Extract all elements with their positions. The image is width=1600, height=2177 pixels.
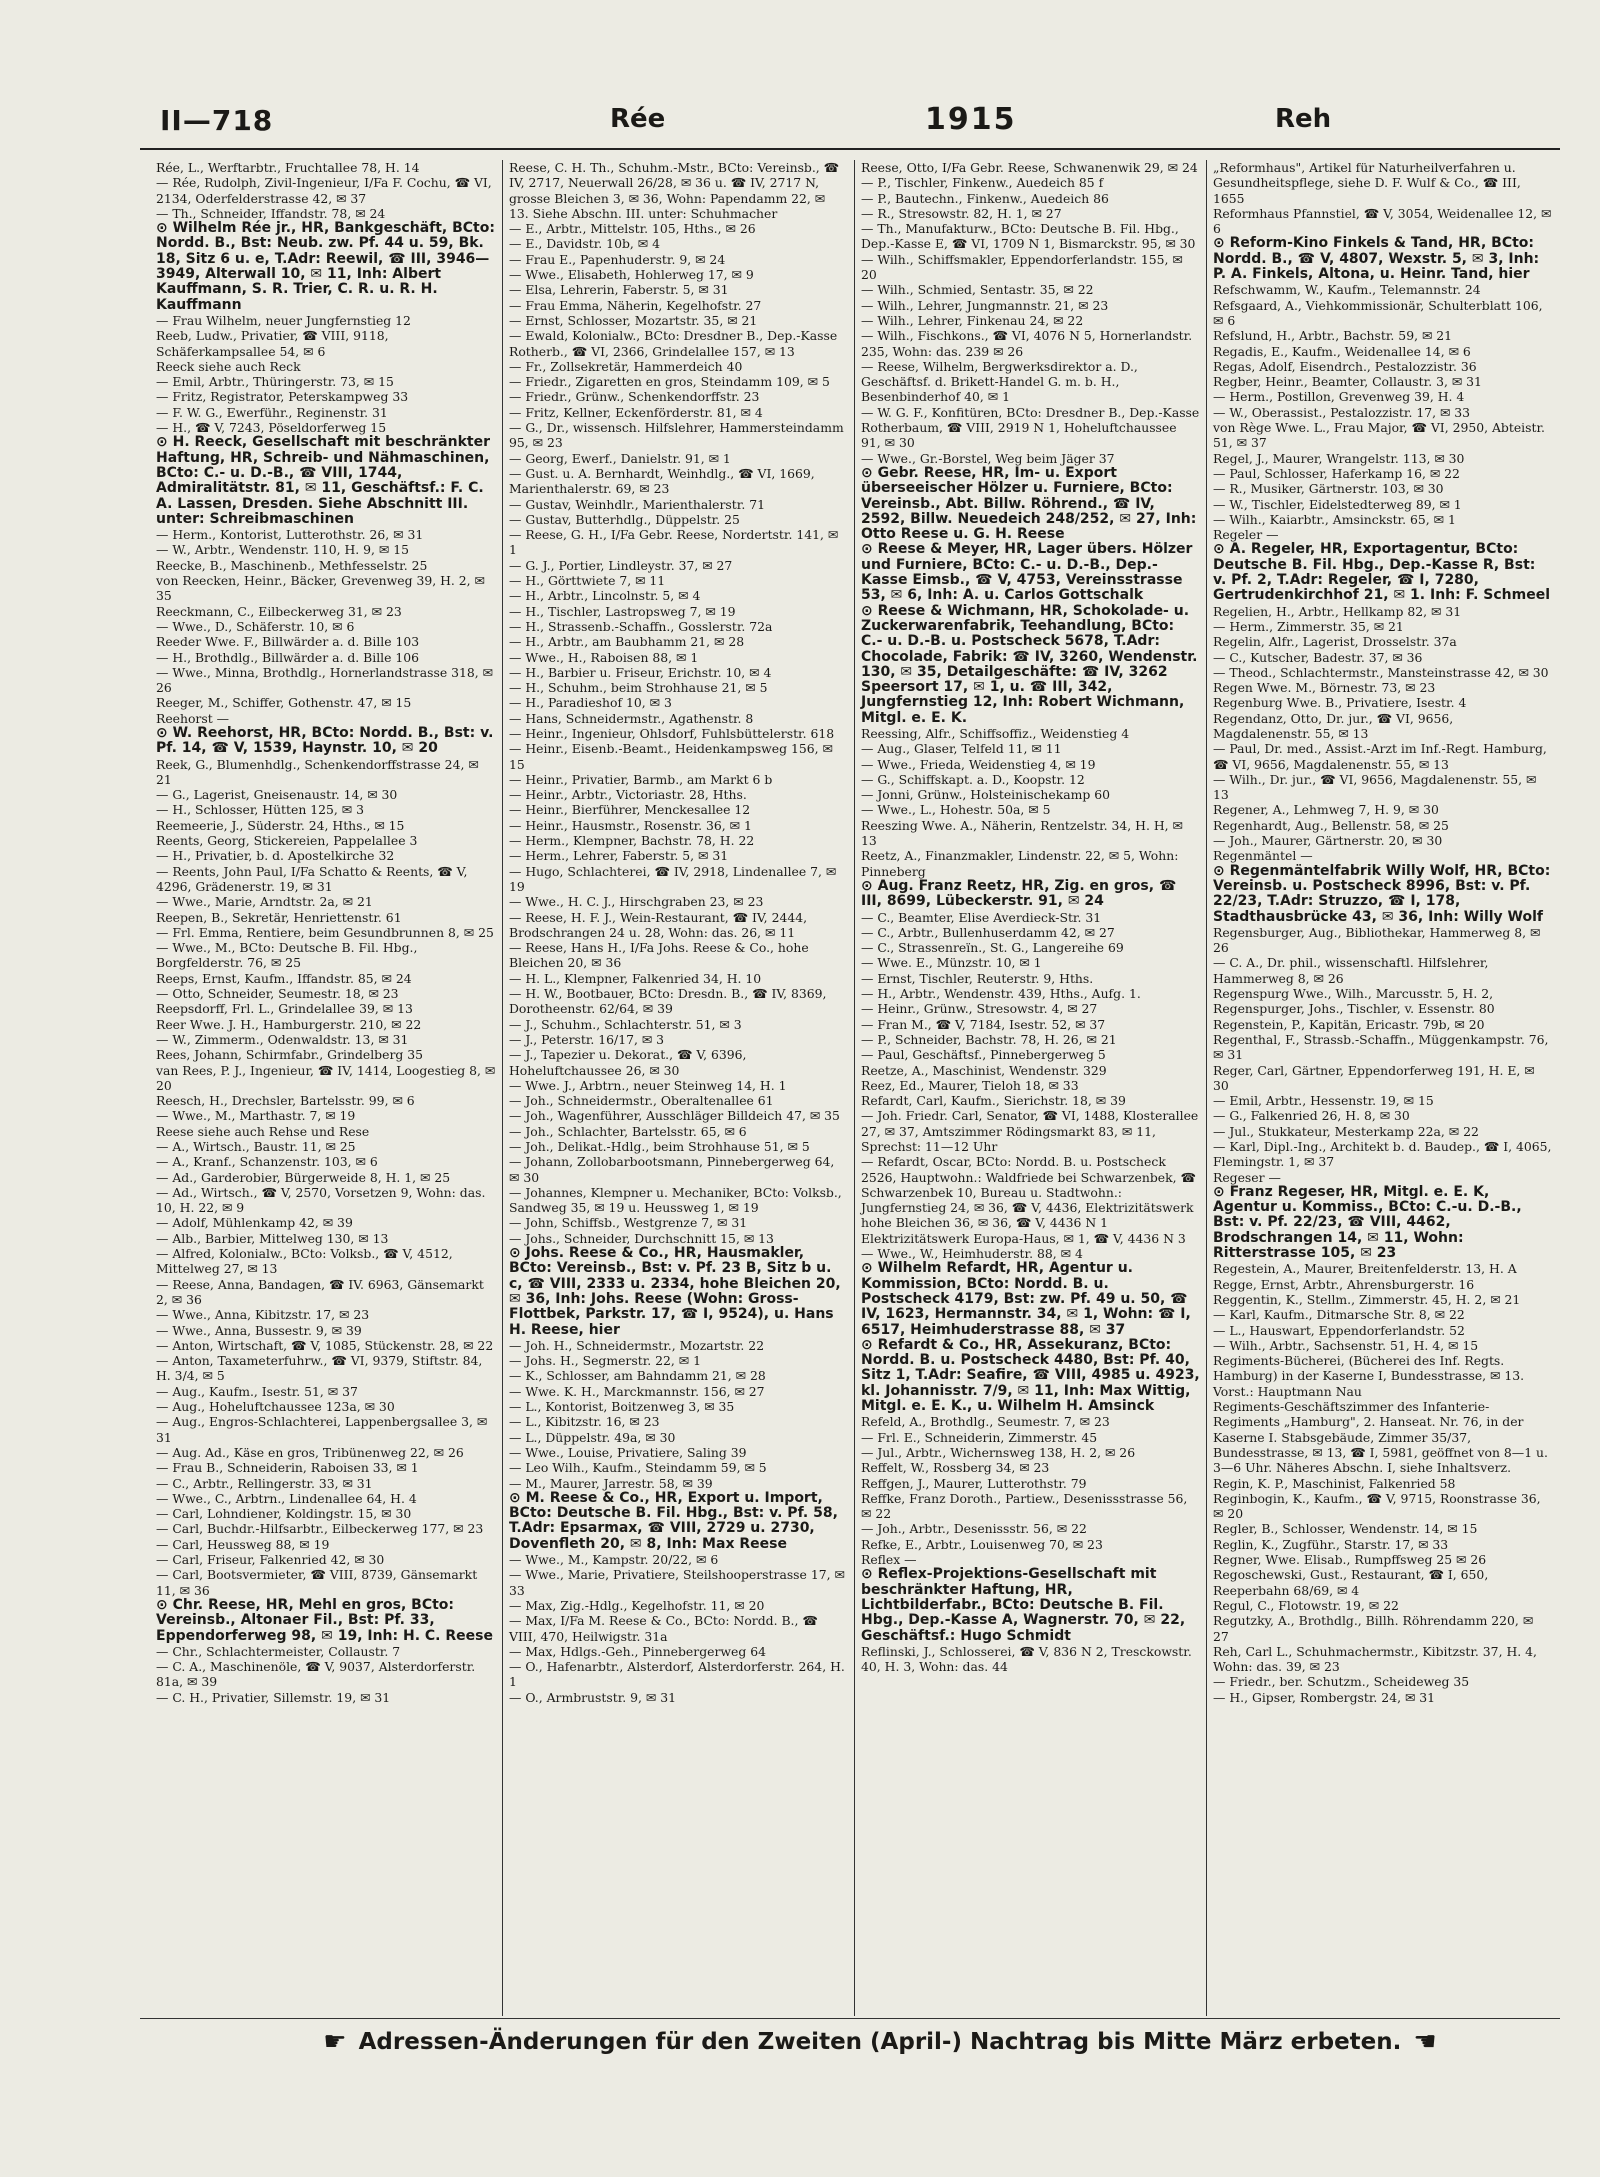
directory-entry: ⊙ Johs. Reese & Co., HR, Hausmakler, BCto: Vereinsb., Bst: v. Pf. 23 B, Sitz b u. c, ☎ VIII, 2333 u. 2334, hohe Bleichen 20, ✉ 36, Inh: Johs. Reese (Wohn: Gross-Flottbek, Parkstr. 17, ☎ I, 9524), u. Hans H. Reese, hier — [509, 1245, 841, 1338]
directory-entry: — Jul., Arbtr., Wichernsweg 138, H. 2, ✉ 26 — [861, 1444, 1136, 1460]
directory-entry: — Wilh., Arbtr., Sachsenstr. 51, H. 4, ✉ 15 — [1213, 1337, 1479, 1353]
directory-entry: — W., Zimmerm., Odenwaldstr. 13, ✉ 31 — [156, 1031, 409, 1047]
directory-entry: — Wwe., Elisabeth, Hohlerweg 17, ✉ 9 — [509, 267, 754, 283]
directory-entry: — Ewald, Kolonialw., BCto: Dresdner B., Dep.-Kasse Rotherb., ☎ VI, 2366, Grindelallee 157, ✉ 13 — [509, 328, 838, 359]
directory-entry: Regoschewski, Gust., Restaurant, ☎ I, 650, Reeperbahn 68/69, ✉ 4 — [1213, 1567, 1489, 1598]
directory-entry: Regestein, A., Maurer, Breitenfelderstr. 13, H. A — [1213, 1261, 1517, 1277]
directory-entry: — Rée, Rudolph, Zivil-Ingenieur, I/Fa F. Cochu, ☎ VI, 2134, Oderfelderstrasse 42, ✉ 37 — [156, 175, 492, 206]
directory-entry: — K., Schlosser, am Bahndamm 21, ✉ 28 — [509, 1368, 766, 1384]
directory-entry: van Rees, P. J., Ingenieur, ☎ IV, 1414, Loogestieg 8, ✉ 20 — [156, 1062, 496, 1093]
directory-entry: — Wilh., Lehrer, Finkenau 24, ✉ 22 — [861, 312, 1084, 328]
directory-entry: Reger, Carl, Gärtner, Eppendorferweg 191, H. E, ✉ 30 — [1213, 1062, 1535, 1093]
directory-entry: Reformhaus Pfannstiel, ☎ V, 3054, Weidenallee 12, ✉ 6 — [1213, 205, 1552, 237]
directory-entry: — Ernst, Tischler, Reuterstr. 9, Hths. — [861, 970, 1094, 986]
directory-entry: Reeger, M., Schiffer, Gothenstr. 47, ✉ 15 — [156, 695, 412, 711]
directory-entry: Regelin, Alfr., Lagerist, Drosselstr. 37a — [1213, 634, 1457, 650]
directory-entry: — Wwe., H. C. J., Hirschgraben 23, ✉ 23 — [509, 894, 764, 910]
page-header — [140, 104, 1560, 146]
last-entry-keyword: Reh — [1275, 104, 1332, 134]
directory-entry: Regeler — — [1213, 527, 1279, 543]
directory-entry: — Hugo, Schlachterei, ☎ IV, 2918, Lindenallee 7, ✉ 19 — [509, 863, 837, 894]
directory-entry: ⊙ Chr. Reese, HR, Mehl en gros, BCto: Vereinsb., Altonaer Fil., Bst: Pf. 33, Eppendorferweg 98, ✉ 19, Inh: H. C. Reese — [156, 1596, 493, 1644]
directory-entry: Reeck siehe auch Reck — [156, 358, 301, 374]
directory-entry: — H., Gipser, Rombergstr. 24, ✉ 31 — [1213, 1689, 1436, 1705]
header-rule — [140, 148, 1560, 150]
directory-entry: — C., Kutscher, Badestr. 37, ✉ 36 — [1213, 649, 1423, 665]
directory-entry: — H., Privatier, b. d. Apostelkirche 32 — [156, 848, 395, 864]
directory-entry: Regiments-Geschäftszimmer des Infanterie-Regiments „Hamburg", 2. Hanseat. Nr. 76, in der Kaserne I. Stabsgebäude, Zimmer 35/37, Bundesstrasse, ✉ 13, ☎ I, 5981, geöffnet von 8—1 u. 3—6 Uhr. Näheres Abschn. I, siehe Inhaltsverz. — [1213, 1399, 1548, 1476]
directory-entry: — Fr., Zollsekretär, Hammerdeich 40 — [509, 358, 743, 374]
directory-entry: — Wwe., Anna, Kibitzstr. 17, ✉ 23 — [156, 1307, 370, 1323]
directory-entry: — Wwe. E., Münzstr. 10, ✉ 1 — [861, 955, 1042, 971]
directory-entry: Refslund, H., Arbtr., Bachstr. 59, ✉ 21 — [1213, 328, 1453, 344]
directory-entry: — Th., Schneider, Iffandstr. 78, ✉ 24 — [156, 205, 386, 221]
directory-entry: — F. W. G., Ewerführ., Reginenstr. 31 — [156, 404, 388, 420]
directory-entry: Regas, Adolf, Eisendrch., Pestalozzistr. 36 — [1213, 358, 1477, 374]
directory-entry: — Heinr., Bierführer, Menckesallee 12 — [509, 802, 751, 818]
directory-entry: — H., Brothdlg., Billwärder a. d. Bille 106 — [156, 649, 420, 665]
directory-entry: — G., Falkenried 26, H. 8, ✉ 30 — [1213, 1108, 1410, 1124]
directory-entry: — Wilh., Fischkons., ☎ VI, 4076 N 5, Hornerlandstr. 235, Wohn: das. 239 ✉ 26 — [861, 328, 1193, 359]
directory-entry: — C., Beamter, Elise Averdieck-Str. 31 — [861, 909, 1102, 925]
directory-entry: — Wwe., Marie, Privatiere, Steilshooperstrasse 17, ✉ 33 — [509, 1567, 845, 1598]
directory-entry: — Frau B., Schneiderin, Raboisen 33, ✉ 1 — [156, 1460, 419, 1476]
directory-entry: — Gust. u. A. Bernhardt, Weinhdlg., ☎ VI, 1669, Marienthalerstr. 69, ✉ 23 — [509, 465, 815, 497]
directory-entry: — Fritz, Registrator, Peterskampweg 33 — [156, 389, 409, 405]
directory-entry: Rée, L., Werftarbtr., Fruchtallee 78, H. 14 — [156, 160, 420, 175]
directory-entry: — Joh., Schlachter, Bartelsstr. 65, ✉ 6 — [509, 1123, 747, 1139]
directory-entry: — Herm., Postillon, Grevenweg 39, H. 4 — [1213, 389, 1465, 405]
directory-entry: — Alb., Barbier, Mittelweg 130, ✉ 13 — [156, 1230, 389, 1246]
directory-entry: — Reents, John Paul, I/Fa Schatto & Reents, ☎ V, 4296, Grädenerstr. 19, ✉ 31 — [156, 863, 468, 894]
directory-entry: — Emil, Arbtr., Thüringerstr. 73, ✉ 15 — [156, 374, 394, 390]
directory-entry: — H., Arbtr., Wendenstr. 439, Hths., Aufg. 1. — [861, 986, 1141, 1002]
directory-entry: — Karl, Dipl.-Ing., Architekt b. d. Baudep., ☎ I, 4065, Flemingstr. 1, ✉ 37 — [1213, 1139, 1552, 1170]
directory-entry: „Reformhaus", Artikel für Naturheilverfahren u. Gesundheitspflege, siehe D. F. Wulf & Co., ☎ III, 1655 — [1213, 160, 1521, 206]
directory-entry: Regiments-Bücherei, (Bücherei des Inf. Regts. Hamburg) in der Kaserne I, Bundesstrasse, ✉ 13. Vorst.: Hauptmann Nau — [1213, 1353, 1525, 1399]
directory-entry: — H., Görttwiete 7, ✉ 11 — [509, 573, 666, 589]
directory-entry: Regenspurger, Johs., Tischler, v. Essenstr. 80 — [1213, 1001, 1495, 1017]
directory-entry: Reeckmann, C., Eilbeckerweg 31, ✉ 23 — [156, 603, 402, 619]
directory-entry: Reese, C. H. Th., Schuhm.-Mstr., BCto: Vereinsb., ☎ IV, 2717, Neuerwall 26/28, ✉ 36 u. ☎ IV, 2717 N, grosse Bleichen 3, ✉ 36, Wohn: Papendamm 22, ✉ 13. Siehe Abschn. III. unter: Schuhmacher — [509, 160, 840, 221]
directory-entry: — Wwe., L., Hohestr. 50a, ✉ 5 — [861, 802, 1051, 818]
directory-entry: — Heinr., Arbtr., Victoriastr. 28, Hths. — [509, 787, 747, 803]
directory-entry: Regul, C., Flotowstr. 19, ✉ 22 — [1213, 1597, 1399, 1613]
directory-entry: Regensburger, Aug., Bibliothekar, Hammerweg 8, ✉ 26 — [1213, 924, 1541, 956]
directory-entry: — Aug. Ad., Käse en gros, Tribünenweg 22, ✉ 26 — [156, 1444, 464, 1460]
directory-entry: — Wwe., H., Raboisen 88, ✉ 1 — [509, 649, 699, 665]
directory-entry: — W. G. F., Konfitüren, BCto: Dresdner B., Dep.-Kasse Rotherbaum, ☎ VIII, 2919 N 1, Hoheluftchaussee 91, ✉ 30 — [861, 404, 1200, 451]
directory-entry: ⊙ M. Reese & Co., HR, Export u. Import, BCto: Deutsche B. Fil. Hbg., Bst: v. Pf. 58, T.Adr: Epsarmax, ☎ VIII, 2729 u. 2730, Dovenfleth 20, ✉ 8, Inh: Max Reese — [509, 1489, 838, 1552]
directory-entry: — Carl, Lohndiener, Koldingstr. 15, ✉ 30 — [156, 1506, 412, 1522]
directory-entry: Reepen, B., Sekretär, Henriettenstr. 61 — [156, 909, 402, 925]
directory-entry: — Carl, Buchdr.-Hilfsarbtr., Eilbeckerweg 177, ✉ 23 — [156, 1521, 484, 1537]
directory-entry: Refardt, Carl, Kaufm., Sierichstr. 18, ✉ 39 — [861, 1093, 1126, 1109]
directory-entry: — Frau Emma, Näherin, Kegelhofstr. 27 — [509, 297, 762, 313]
directory-entry: Reents, Georg, Stickereien, Pappelallee 3 — [156, 833, 418, 849]
directory-entry: — H., Schuhm., beim Strohhause 21, ✉ 5 — [509, 680, 768, 696]
directory-entry: — Wwe., C., Arbtrn., Lindenallee 64, H. 4 — [156, 1490, 417, 1506]
column-1 — [150, 160, 502, 2016]
directory-entry: — Heinr., Grünw., Stresowstr. 4, ✉ 27 — [861, 1001, 1098, 1017]
directory-entry: Reepsdorff, Frl. L., Grindelallee 39, ✉ 13 — [156, 1001, 413, 1017]
directory-entry: — Jonni, Grünw., Holsteinischekamp 60 — [861, 787, 1110, 803]
directory-entry: — Karl, Kaufm., Ditmarsche Str. 8, ✉ 22 — [1213, 1307, 1465, 1323]
directory-entry: — Refardt, Oscar, BCto: Nordd. B. u. Postscheck 2526, Hauptwohn.: Waldfriede bei Schwarzenbek, ☎ Schwarzenbek 10, Bureau u. Stadtwohn.: Jungfernstieg 24, ✉ 36, ☎ V, 4436, Elektrizitätswerk hohe Bleichen 36, ✉ 36, ☎ V, 4436 N 1 Elektrizitätswerk Europa-Haus, ✉ 1, ☎ V, 4436 N 3 — [861, 1154, 1196, 1246]
directory-entry: — H., Arbtr., am Baubhamm 21, ✉ 28 — [509, 634, 745, 650]
directory-entry: — Herm., Zimmerstr. 35, ✉ 21 — [1213, 618, 1404, 634]
directory-entry: von Rège Wwe. L., Frau Major, ☎ VI, 2950, Abteistr. 51, ✉ 37 — [1213, 420, 1545, 451]
directory-entry: — Elsa, Lehrerin, Faberstr. 5, ✉ 31 — [509, 282, 729, 298]
directory-entry: — Johannes, Klempner u. Mechaniker, BCto: Volksb., Sandweg 35, ✉ 19 u. Heussweg 1, ✉ 19 — [509, 1184, 842, 1216]
directory-entry: — Joh., Wagenführer, Ausschläger Billdeich 47, ✉ 35 — [509, 1108, 840, 1124]
directory-entry: — Heinr., Hausmstr., Rosenstr. 36, ✉ 1 — [509, 817, 752, 833]
directory-entry: ⊙ A. Regeler, HR, Exportagentur, BCto: Deutsche B. Fil. Hbg., Dep.-Kasse R, Bst: v. Pf. 2, T.Adr: Regeler, ☎ I, 7280, Gertrudenkirchhof 21, ✉ 1. Inh: F. Schmeel — [1213, 541, 1551, 604]
directory-entry: — Max, Hdlgs.-Geh., Pinnebergerweg 64 — [509, 1643, 766, 1659]
directory-entry: Reffelt, W., Rossberg 34, ✉ 23 — [861, 1460, 1050, 1476]
column-2 — [502, 160, 854, 2016]
directory-entry: Reese, Otto, I/Fa Gebr. Reese, Schwanenwik 29, ✉ 24 — [861, 160, 1198, 175]
directory-entry: Reek, G., Blumenhdlg., Schenkendorffstrasse 24, ✉ 21 — [156, 756, 479, 787]
directory-entry: — E., Arbtr., Mittelstr. 105, Hths., ✉ 26 — [509, 221, 756, 237]
directory-entry: — Max, Zig.-Hdlg., Kegelhofstr. 11, ✉ 20 — [509, 1597, 765, 1613]
directory-entry: Reginbogin, K., Kaufm., ☎ V, 9715, Roonstrasse 36, ✉ 20 — [1213, 1490, 1541, 1522]
directory-entry: — C. A., Dr. phil., wissenschaftl. Hilfslehrer, Hammerweg 8, ✉ 26 — [1213, 955, 1489, 986]
directory-entry: Reese siehe auch Rehse und Rese — [156, 1123, 370, 1139]
directory-entry: Regge, Ernst, Arbtr., Ahrensburgerstr. 16 — [1213, 1276, 1475, 1292]
directory-entry: Regenthal, F., Strassb.-Schaffn., Müggenkampstr. 76, ✉ 31 — [1213, 1031, 1549, 1063]
directory-entry: Reer Wwe. J. H., Hamburgerstr. 210, ✉ 22 — [156, 1016, 422, 1032]
directory-entry: — Carl, Heussweg 88, ✉ 19 — [156, 1536, 330, 1552]
directory-entry: — Johs. H., Segmerstr. 22, ✉ 1 — [509, 1353, 701, 1369]
directory-entry: — R., Musiker, Gärtnerstr. 103, ✉ 30 — [1213, 481, 1444, 497]
directory-entry: Regel, J., Maurer, Wrangelstr. 113, ✉ 30 — [1213, 450, 1465, 466]
directory-entry: ⊙ Gebr. Reese, HR, Im- u. Export überseeischer Hölzer u. Furniere, BCto: Vereinsb., Abt. Billw. Röhrend., ☎ IV, 2592, Billw. Neuedeich 248/252, ✉ 27, Inh: Otto Reese u. G. H. Reese — [861, 464, 1197, 543]
directory-entry: — Wwe., Frieda, Weidenstieg 4, ✉ 19 — [861, 756, 1096, 772]
directory-entry: Reehorst — — [156, 710, 230, 726]
directory-entry: Reeb, Ludw., Privatier, ☎ VIII, 9118, Schäferkampsallee 54, ✉ 6 — [156, 328, 389, 359]
directory-entry: — W., Tischler, Eidelstedterweg 89, ✉ 1 — [1213, 496, 1462, 512]
directory-entry: Regber, Heinr., Beamter, Collaustr. 3, ✉ 31 — [1213, 374, 1482, 390]
directory-entry: — Friedr., Zigaretten en gros, Steindamm 109, ✉ 5 — [509, 374, 830, 390]
directory-entry: — Wwe., M., Marthastr. 7, ✉ 19 — [156, 1108, 356, 1124]
directory-entry: — Paul, Schlosser, Haferkamp 16, ✉ 22 — [1213, 465, 1460, 481]
directory-entry: — Joh. H., Schneidermstr., Mozartstr. 22 — [509, 1337, 765, 1353]
directory-entry: — Joh. Friedr. Carl, Senator, ☎ VI, 1488, Klosterallee 27, ✉ 37, Amtszimmer Rödingsmarkt 83, ✉ 11, Sprechst: 11—12 Uhr — [861, 1108, 1199, 1154]
directory-entry: Reeszing Wwe. A., Näherin, Rentzelstr. 34, H. H, ✉ 13 — [861, 817, 1183, 849]
directory-entry: — J., Peterstr. 16/17, ✉ 3 — [509, 1031, 665, 1047]
directory-entry: ⊙ Reese & Meyer, HR, Lager übers. Hölzer und Furniere, BCto: C.- u. D.-B., Dep.-Kasse Eimsb., ☎ V, 4753, Vereinsstrasse 53, ✉ 6, Inh: A. u. Carlos Gottschalk — [861, 541, 1193, 604]
directory-entry: — O., Hafenarbtr., Alsterdorf, Alsterdorferstr. 264, H. 1 — [509, 1659, 845, 1690]
directory-entry: Reh, Carl L., Schuhmachermstr., Kibitzstr. 37, H. 4, Wohn: das. 39, ✉ 23 — [1213, 1643, 1537, 1675]
directory-entry: von Reecken, Heinr., Bäcker, Grevenweg 39, H. 2, ✉ 35 — [156, 573, 485, 604]
directory-entry: — L., Kibitzstr. 16, ✉ 23 — [509, 1414, 660, 1430]
directory-entry: — G., Dr., wissensch. Hilfslehrer, Hammersteindamm 95, ✉ 23 — [509, 420, 844, 451]
directory-entry: Reecke, B., Maschinenb., Methfesselstr. 25 — [156, 557, 428, 573]
directory-entry: — H., Tischler, Lastropsweg 7, ✉ 19 — [509, 603, 736, 619]
directory-entry: — H., Strassenb.-Schaffn., Gosslerstr. 72a — [509, 618, 773, 634]
directory-entry: — Th., Manufakturw., BCto: Deutsche B. Fil. Hbg., Dep.-Kasse E, ☎ VI, 1709 N 1, Bismarckstr. 95, ✉ 30 — [861, 221, 1196, 252]
directory-entry: Regener, A., Lehmweg 7, H. 9, ✉ 30 — [1213, 802, 1439, 818]
directory-entry: Rees, Johann, Schirmfabr., Grindelberg 35 — [156, 1047, 424, 1063]
directory-entry: — L., Hauswart, Eppendorferlandstr. 52 — [1213, 1322, 1465, 1338]
directory-entry: Refsgaard, A., Viehkommissionär, Schulterblatt 106, ✉ 6 — [1213, 297, 1543, 328]
directory-entry: — Joh., Arbtr., Desenissstr. 56, ✉ 22 — [861, 1521, 1087, 1537]
directory-entry: — Wwe. J., Arbtrn., neuer Steinweg 14, H. 1 — [509, 1077, 787, 1093]
directory-entry: — Frau E., Papenhuderstr. 9, ✉ 24 — [509, 251, 726, 267]
directory-entry: Regelien, H., Arbtr., Hellkamp 82, ✉ 31 — [1213, 603, 1462, 619]
directory-entry: Reflex — — [861, 1552, 917, 1568]
directory-entry: — M., Maurer, Jarrestr. 58, ✉ 39 — [509, 1475, 713, 1491]
directory-entry: — Frl. E., Schneiderin, Zimmerstr. 45 — [861, 1429, 1098, 1445]
directory-entry: — Wwe., W., Heimhuderstr. 88, ✉ 4 — [861, 1246, 1083, 1262]
directory-entry: — P., Tischler, Finkenw., Auedeich 85 f — [861, 175, 1104, 191]
directory-entry: Regenburg Wwe. B., Privatiere, Isestr. 4 — [1213, 695, 1467, 711]
directory-entry: — Aug., Kaufm., Isestr. 51, ✉ 37 — [156, 1383, 358, 1399]
directory-entry: — Wwe., Marie, Arndtstr. 2a, ✉ 21 — [156, 894, 373, 910]
directory-entry: Regin, K. P., Maschinist, Falkenried 58 — [1213, 1475, 1456, 1491]
directory-entry: ⊙ Franz Regeser, HR, Mitgl. e. E. K, Agentur u. Kommiss., BCto: C.-u. D.-B., Bst: v. Pf. 22/23, ☎ VIII, 4462, Brodschrangen 14, ✉ 11, Wohn: Ritterstrasse 105, ✉ 23 — [1213, 1183, 1522, 1262]
directory-entry: Reffke, Franz Doroth., Partiew., Desenissstrasse 56, ✉ 22 — [861, 1490, 1188, 1522]
directory-entry: ⊙ Wilhelm Refardt, HR, Agentur u. Kommission, BCto: Nordd. B. u. Postscheck 4179, Bst: zw. Pf. 49 u. 50, ☎ IV, 1623, Hermannstr. 34, ✉ 1, Wohn: ☎ I, 6517, Heimhuderstrasse 88, ✉ 37 — [861, 1260, 1191, 1338]
directory-entry: — Heinr., Privatier, Barmb., am Markt 6 b — [509, 771, 773, 787]
directory-entry: — Hans, Schneidermstr., Agathenstr. 8 — [509, 710, 754, 726]
directory-entry: — A., Kranf., Schanzenstr. 103, ✉ 6 — [156, 1154, 378, 1170]
page-number: II—718 — [160, 104, 274, 137]
directory-entry: ⊙ Aug. Franz Reetz, HR, Zig. en gros, ☎ III, 8699, Lübeckerstr. 91, ✉ 24 — [861, 877, 1177, 910]
directory-entry: — Frl. Emma, Rentiere, beim Gesundbrunnen 8, ✉ 25 — [156, 924, 494, 940]
directory-entry: — Reese, H. F. J., Wein-Restaurant, ☎ IV, 2444, Brodschrangen 24 u. 28, Wohn: das. 26, ✉ 11 — [509, 909, 808, 940]
directory-entry: — J., Tapezier u. Dekorat., ☎ V, 6396, Hoheluftchaussee 26, ✉ 30 — [509, 1047, 747, 1078]
directory-entry: — Gustav, Weinhdlr., Marienthalerstr. 71 — [509, 496, 765, 512]
directory-entry: — H. L., Klempner, Falkenried 34, H. 10 — [509, 970, 762, 986]
footer-text: Adressen-Änderungen für den Zweiten (April-) Nachtrag bis Mitte März erbeten. — [358, 2029, 1402, 2055]
directory-entry: Reeps, Ernst, Kaufm., Iffandstr. 85, ✉ 24 — [156, 970, 412, 986]
directory-entry: — Jul., Stukkateur, Mesterkamp 22a, ✉ 22 — [1213, 1123, 1479, 1139]
directory-entry: — H. W., Bootbauer, BCto: Dresdn. B., ☎ IV, 8369, Dorotheenstr. 62/64, ✉ 39 — [509, 986, 827, 1017]
directory-entry: — Reese, Hans H., I/Fa Johs. Reese & Co., hohe Bleichen 20, ✉ 36 — [509, 940, 809, 971]
directory-entry: Regadis, E., Kaufm., Weidenallee 14, ✉ 6 — [1213, 343, 1471, 359]
year: 1915 — [925, 102, 1017, 137]
column-3 — [854, 160, 1206, 2016]
directory-entry: — H., Arbtr., Lincolnstr. 5, ✉ 4 — [509, 588, 701, 604]
directory-entry: — W., Oberassist., Pestalozzistr. 17, ✉ 33 — [1213, 404, 1471, 420]
directory-entry: — Aug., Hoheluftchaussee 123a, ✉ 30 — [156, 1399, 395, 1415]
directory-entry: — O., Armbruststr. 9, ✉ 31 — [509, 1689, 676, 1705]
directory-entry: — Alfred, Kolonialw., BCto: Volksb., ☎ V, 4512, Mittelweg 27, ✉ 13 — [156, 1246, 453, 1277]
directory-entry: — Herm., Lehrer, Faberstr. 5, ✉ 31 — [509, 848, 729, 864]
directory-entry: — H., Barbier u. Friseur, Erichstr. 10, ✉ 4 — [509, 664, 772, 680]
directory-entry: Regeser — — [1213, 1169, 1281, 1185]
directory-entry: — Otto, Schneider, Seumestr. 18, ✉ 23 — [156, 986, 399, 1002]
directory-entry: — Adolf, Mühlenkamp 42, ✉ 39 — [156, 1215, 353, 1231]
directory-entry: — Reese, G. H., I/Fa Gebr. Reese, Nordertstr. 141, ✉ 1 — [509, 527, 839, 558]
directory-entry: — Wwe., M., Kampstr. 20/22, ✉ 6 — [509, 1552, 719, 1568]
directory-entry: Regner, Wwe. Elisab., Rumpffsweg 25 ✉ 26 — [1213, 1552, 1487, 1568]
directory-entry: — C., Arbtr., Bullenhuserdamm 42, ✉ 27 — [861, 924, 1115, 940]
directory-entry: — Wwe., Gr.-Borstel, Weg beim Jäger 37 — [861, 450, 1115, 466]
directory-entry: Regen Wwe. M., Börnestr. 73, ✉ 23 — [1213, 680, 1436, 696]
directory-entry: — Georg, Ewerf., Danielstr. 91, ✉ 1 — [509, 450, 731, 466]
directory-entry: ⊙ Wilhelm Rée jr., HR, Bankgeschäft, BCto: Nordd. B., Bst: Neub. zw. Pf. 44 u. 59, Bk. 18, Sitz 6 u. e, T.Adr: Reewil, ☎ III, 3946—3949, Alterwall 10, ✉ 11, Inh: Albert Kauffmann, S. R. Trier, C. R. u. R. H. Kauffmann — [156, 220, 495, 313]
directory-entry: Regutzky, A., Brothdlg., Billh. Röhrendamm 220, ✉ 27 — [1213, 1613, 1534, 1644]
directory-entry: — Joh., Maurer, Gärtnerstr. 20, ✉ 30 — [1213, 833, 1443, 849]
directory-entry: Reffgen, J., Maurer, Lutterothstr. 79 — [861, 1475, 1087, 1491]
directory-entry: — Gustav, Butterhdlg., Düppelstr. 25 — [509, 511, 740, 527]
directory-entry: — Chr., Schlachtermeister, Collaustr. 7 — [156, 1643, 401, 1659]
directory-entry: — C., Arbtr., Rellingerstr. 33, ✉ 31 — [156, 1475, 373, 1491]
directory-entry: — Wwe., M., BCto: Deutsche B. Fil. Hbg., Borgfelderstr. 76, ✉ 25 — [156, 940, 418, 971]
directory-entry: Regenspurg Wwe., Wilh., Marcusstr. 5, H. 2, — [1213, 986, 1494, 1002]
directory-entry: — Wilh., Dr. jur., ☎ VI, 9656, Magdalenenstr. 55, ✉ 13 — [1213, 771, 1537, 803]
directory-entry: — P., Bautechn., Finkenw., Auedeich 86 — [861, 190, 1109, 206]
directory-entry: — Friedr., Grünw., Schenkendorffstr. 23 — [509, 389, 760, 405]
directory-entry: Reesch, H., Drechsler, Bartelsstr. 99, ✉ 6 — [156, 1093, 415, 1109]
directory-entry: Regenmäntel — — [1213, 848, 1313, 864]
directory-entry: — E., Davidstr. 10b, ✉ 4 — [509, 236, 660, 252]
directory-entry: — Carl, Friseur, Falkenried 42, ✉ 30 — [156, 1552, 385, 1568]
directory-entry: — L., Kontorist, Boitzenweg 3, ✉ 35 — [509, 1399, 735, 1415]
directory-entry: Regler, B., Schlosser, Wendenstr. 14, ✉ 15 — [1213, 1521, 1478, 1537]
directory-entry: — G. J., Portier, Lindleystr. 37, ✉ 27 — [509, 557, 733, 573]
footer-notice — [210, 2024, 1550, 2060]
directory-entry: — G., Schiffskapt. a. D., Koopstr. 12 — [861, 771, 1085, 787]
directory-entry: — Herm., Kontorist, Lutterothstr. 26, ✉ 31 — [156, 527, 424, 543]
directory-entry: — Ad., Wirtsch., ☎ V, 2570, Vorsetzen 9, Wohn: das. 10, H. 22, ✉ 9 — [156, 1184, 486, 1216]
directory-entry: — Ernst, Schlosser, Mozartstr. 35, ✉ 21 — [509, 312, 758, 328]
column-4 — [1206, 160, 1558, 2016]
directory-entry: ⊙ Reese & Wichmann, HR, Schokolade- u. Zuckerwarenfabrik, Teehandlung, BCto: C.- u. D.-B. u. Postscheck 5678, T.Adr: Chocolade, Fabrik: ☎ IV, 3260, Wendenstr. 130, ✉ 35, Detailgeschäfte: ☎ IV, 3262 Speersort 17, ✉ 1, u. ☎ III, 342, Jungfernstieg 12, Inh: Robert Wichmann, Mitgl. e. E. K. — [861, 602, 1198, 726]
directory-entry: Reessing, Alfr., Schiffsoffiz., Weidenstieg 4 — [861, 725, 1130, 741]
directory-entry: — Wwe., Louise, Privatiere, Saling 39 — [509, 1444, 747, 1460]
directory-entry: — Paul, Geschäftsf., Pinnebergerweg 5 — [861, 1047, 1106, 1063]
directory-entry: Refeld, A., Brothdlg., Seumestr. 7, ✉ 23 — [861, 1414, 1110, 1430]
directory-entry: ⊙ W. Reehorst, HR, BCto: Nordd. B., Bst: v. Pf. 14, ☎ V, 1539, Haynstr. 10, ✉ 20 — [156, 724, 494, 757]
directory-entry: Reetze, A., Maschinist, Wendenstr. 329 — [861, 1062, 1107, 1078]
directory-entry: — Ad., Garderobier, Bürgerweide 8, H. 1, ✉ 25 — [156, 1169, 451, 1185]
directory-entry: — Wwe., D., Schäferstr. 10, ✉ 6 — [156, 618, 355, 634]
directory-entry: — J., Schuhm., Schlachterstr. 51, ✉ 3 — [509, 1016, 742, 1032]
directory-entry: Reez, Ed., Maurer, Tieloh 18, ✉ 33 — [861, 1077, 1079, 1093]
directory-entry: ⊙ Reflex-Projektions-Gesellschaft mit beschränkter Haftung, HR, Lichtbilderfabr., BCto: Deutsche B. Fil. Hbg., Dep.-Kasse A, Wagnerstr. 70, ✉ 22, Geschäftsf.: Hugo Schmidt — [861, 1566, 1186, 1644]
directory-entry: ⊙ Regenmäntelfabrik Willy Wolf, HR, BCto: Vereinsb. u. Postscheck 8996, Bst: v. Pf. 22/23, T.Adr: Struzzo, ☎ I, 178, Stadthausbrücke 43, ✉ 36, Inh: Willy Wolf — [1213, 862, 1551, 925]
directory-entry: — Wilh., Kaiarbtr., Amsinckstr. 65, ✉ 1 — [1213, 511, 1456, 527]
directory-entry: — Joh., Delikat.-Hdlg., beim Strohhause 51, ✉ 5 — [509, 1139, 810, 1154]
directory-entry: — Heinr., Ingenieur, Ohlsdorf, Fuhlsbüttelerstr. 618 — [509, 725, 835, 741]
directory-entry: Regenstein, P., Kapitän, Ericastr. 79b, ✉ 20 — [1213, 1016, 1485, 1032]
directory-entry: — G., Lagerist, Gneisenaustr. 14, ✉ 30 — [156, 787, 398, 803]
directory-entry: — Herm., Klempner, Bachstr. 78, H. 22 — [509, 833, 755, 849]
directory-entry: — Reese, Wilhelm, Bergwerksdirektor a. D., Geschäftsf. d. Brikett-Handel G. m. b. H., Besenbinderhof 40, ✉ 1 — [861, 358, 1138, 405]
directory-entry: ⊙ Reform-Kino Finkels & Tand, HR, BCto: Nordd. B., ☎ V, 4807, Wexstr. 5, ✉ 3, Inh: P. A. Finkels, Altona, u. Heinr. Tand, hier — [1213, 235, 1540, 283]
directory-entry: — Anton, Wirtschaft, ☎ V, 1085, Stückenstr. 28, ✉ 22 — [156, 1337, 494, 1353]
directory-entry: — Leo Wilh., Kaufm., Steindamm 59, ✉ 5 — [509, 1460, 767, 1476]
directory-entry: — Carl, Bootsvermieter, ☎ VIII, 8739, Gänsemarkt 11, ✉ 36 — [156, 1567, 478, 1598]
directory-entry: Regenhardt, Aug., Bellenstr. 58, ✉ 25 — [1213, 817, 1449, 833]
directory-entry: — C., Strassenreïn., St. G., Langereihe 69 — [861, 940, 1124, 956]
directory-entry: — Wwe., Anna, Bussestr. 9, ✉ 39 — [156, 1322, 362, 1338]
directory-entry: — W., Arbtr., Wendenstr. 110, H. 9, ✉ 15 — [156, 542, 409, 558]
directory-entry: — Max, I/Fa M. Reese & Co., BCto: Nordd. B., ☎ VIII, 470, Heilwigstr. 31a — [509, 1613, 818, 1644]
directory-entry: — Johs., Schneider, Durchschnitt 15, ✉ 13 — [509, 1230, 774, 1246]
directory-entry: — Emil, Arbtr., Hessenstr. 19, ✉ 15 — [1213, 1093, 1434, 1109]
directory-entry: — H., Schlosser, Hütten 125, ✉ 3 — [156, 802, 364, 818]
directory-entry: — Wwe. K. H., Marckmannstr. 156, ✉ 27 — [509, 1383, 765, 1399]
pointing-hand-left-icon: ☚ — [1413, 2027, 1437, 2057]
directory-entry: — Fran M., ☎ V, 7184, Isestr. 52, ✉ 37 — [861, 1016, 1106, 1032]
directory-entry: Reggentin, K., Stellm., Zimmerstr. 45, H. 2, ✉ 21 — [1213, 1291, 1521, 1307]
directory-entry: Reemeerie, J., Süderstr. 24, Hths., ✉ 15 — [156, 817, 405, 833]
directory-entry: — Theod., Schlachtermstr., Mansteinstrasse 42, ✉ 30 — [1213, 664, 1549, 680]
directory-entry: — Joh., Schneidermstr., Oberaltenallee 61 — [509, 1093, 774, 1109]
directory-entry: — H., ☎ V, 7243, Pöseldorferweg 15 — [156, 420, 387, 436]
directory-entry: — Wwe., Minna, Brothdlg., Hornerlandstrasse 318, ✉ 26 — [156, 664, 494, 696]
directory-entry: — Heinr., Eisenb.-Beamt., Heidenkampsweg 156, ✉ 15 — [509, 741, 833, 772]
directory-entry: — L., Düppelstr. 49a, ✉ 30 — [509, 1429, 676, 1445]
directory-entry: Reetz, A., Finanzmakler, Lindenstr. 22, ✉ 5, Wohn: Pinneberg — [861, 848, 1179, 879]
footer-rule — [140, 2018, 1560, 2019]
directory-entry: — John, Schiffsb., Westgrenze 7, ✉ 31 — [509, 1215, 748, 1231]
directory-entry: — P., Schneider, Bachstr. 78, H. 26, ✉ 21 — [861, 1031, 1117, 1047]
directory-entry: — H., Paradieshof 10, ✉ 3 — [509, 695, 672, 711]
entry-columns — [150, 160, 1560, 2016]
directory-entry: Regendanz, Otto, Dr. jur., ☎ VI, 9656, Magdalenenstr. 55, ✉ 13 — [1213, 710, 1454, 741]
directory-entry: ⊙ Refardt & Co., HR, Assekuranz, BCto: Nordd. B. u. Postscheck 4480, Bst: Pf. 40, Sitz 1, T.Adr: Seafire, ☎ VIII, 4985 u. 4923, kl. Johannisstr. 7/9, ✉ 11, Inh: Max Wittig, Mitgl. e. E. K., u. Wilhelm H. Amsinck — [861, 1336, 1200, 1415]
directory-entry: — R., Stresowstr. 82, H. 1, ✉ 27 — [861, 205, 1062, 221]
directory-entry: — Frau Wilhelm, neuer Jungfernstieg 12 — [156, 312, 411, 328]
directory-entry: — Paul, Dr. med., Assist.-Arzt im Inf.-Regt. Hamburg, ☎ VI, 9656, Magdalenenstr. 55, ✉ 13 — [1213, 741, 1547, 772]
directory-entry: — C. H., Privatier, Sillemstr. 19, ✉ 31 — [156, 1689, 391, 1705]
first-entry-keyword: Rée — [610, 104, 666, 134]
directory-entry: — Fritz, Kellner, Eckenförderstr. 81, ✉ 4 — [509, 404, 763, 420]
directory-entry: Reglin, K., Zugführ., Starstr. 17, ✉ 33 — [1213, 1536, 1449, 1552]
directory-entry: ⊙ H. Reeck, Gesellschaft mit beschränkter Haftung, HR, Schreib- und Nähmaschinen, BCto: C.- u. D.-B., ☎ VIII, 1744, Admiralitätstr. 81, ✉ 11, Geschäftsf.: F. C. A. Lassen, Dresden. Siehe Abschnitt III. unter: Schreibmaschinen — [156, 434, 490, 527]
directory-entry: — Wilh., Lehrer, Jungmannstr. 21, ✉ 23 — [861, 297, 1109, 313]
directory-entry: — Wilh., Schmied, Sentastr. 35, ✉ 22 — [861, 282, 1094, 298]
directory-entry: Refschwamm, W., Kaufm., Telemannstr. 24 — [1213, 282, 1481, 298]
directory-entry: — Johann, Zollobarbootsmann, Pinnebergerweg 64, ✉ 30 — [509, 1154, 835, 1185]
directory-entry: — Aug., Glaser, Telfeld 11, ✉ 11 — [861, 741, 1062, 757]
directory-entry: — Aug., Engros-Schlachterei, Lappenbergsallee 3, ✉ 31 — [156, 1414, 488, 1445]
directory-entry: — A., Wirtsch., Baustr. 11, ✉ 25 — [156, 1139, 356, 1154]
directory-entry: — Friedr., ber. Schutzm., Scheideweg 35 — [1213, 1674, 1470, 1690]
pointing-hand-right-icon: ☛ — [323, 2027, 347, 2057]
directory-entry: — Reese, Anna, Bandagen, ☎ IV. 6963, Gänsemarkt 2, ✉ 36 — [156, 1276, 484, 1307]
directory-entry: — Anton, Taxameterfuhrw., ☎ VI, 9379, Stiftstr. 84, H. 3/4, ✉ 5 — [156, 1353, 483, 1384]
directory-entry: Reeder Wwe. F., Billwärder a. d. Bille 103 — [156, 634, 420, 650]
directory-entry: Reflinski, J., Schlosserei, ☎ V, 836 N 2, Tresckowstr. 40, H. 3, Wohn: das. 44 — [861, 1643, 1192, 1675]
directory-entry: Refke, E., Arbtr., Louisenweg 70, ✉ 23 — [861, 1536, 1103, 1552]
directory-entry: — Wilh., Schiffsmakler, Eppendorferlandstr. 155, ✉ 20 — [861, 251, 1183, 283]
directory-entry: — C. A., Maschinenöle, ☎ V, 9037, Alsterdorferstr. 81a, ✉ 39 — [156, 1659, 476, 1690]
